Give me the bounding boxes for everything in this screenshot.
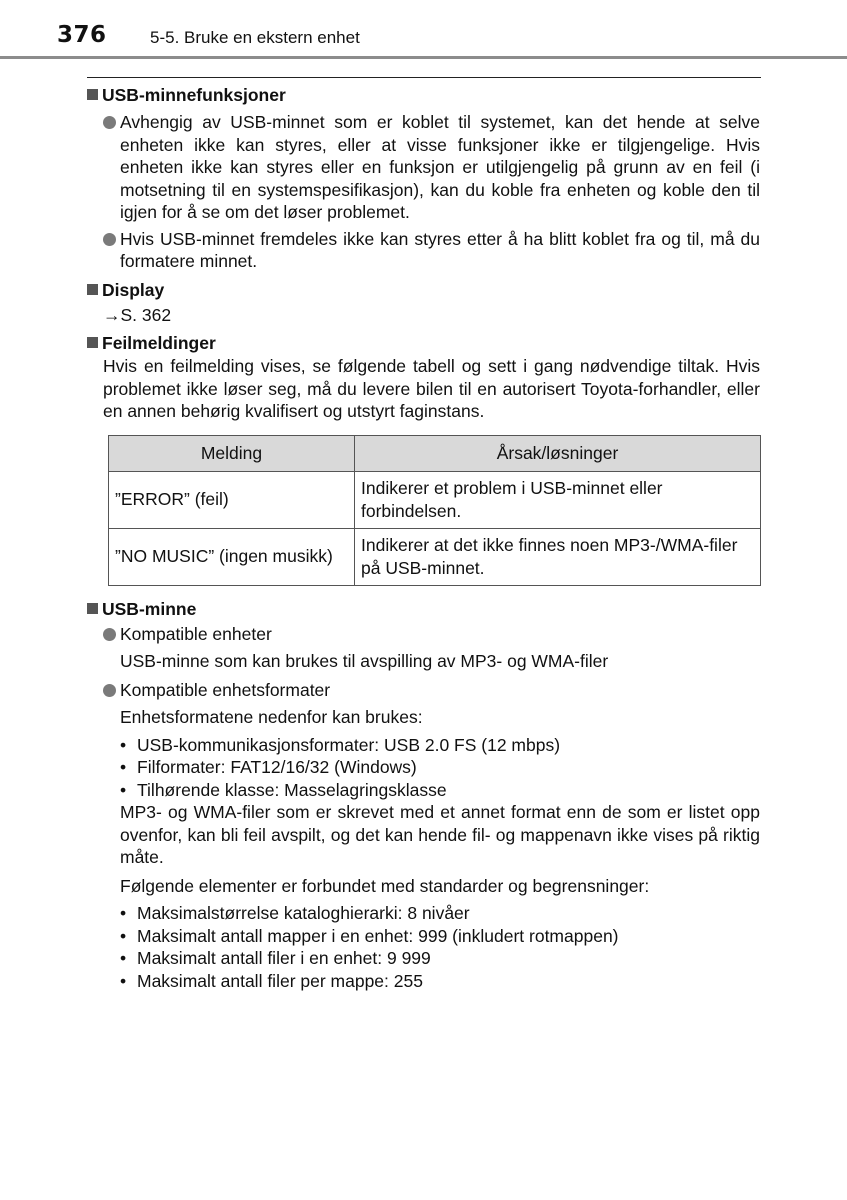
circle-bullet-icon bbox=[103, 116, 116, 129]
circle-bullet-icon bbox=[103, 233, 116, 246]
heading-usb-functions: USB-minnefunksjoner bbox=[87, 83, 847, 107]
table-cell-cause: Indikerer at det ikke finnes noen MP3-/WMA-filer på USB-minnet. bbox=[355, 528, 761, 585]
column-header-cause: Årsak/løsninger bbox=[355, 435, 761, 471]
heading-error-messages: Feilmeldinger bbox=[87, 331, 847, 355]
table-row bbox=[109, 528, 761, 585]
table-cell-message: ”ERROR” (feil) bbox=[109, 471, 355, 528]
heading-usb-memory: USB-minne bbox=[87, 597, 847, 621]
square-bullet-icon bbox=[87, 603, 98, 614]
table-cell-message: ”NO MUSIC” (ingen musikk) bbox=[109, 528, 355, 585]
section-title: 5-5. Bruke en ekstern enhet bbox=[150, 28, 360, 47]
compatible-devices-text: USB-minne som kan brukes til avspilling av MP3- og WMA-filer bbox=[120, 651, 609, 671]
compatible-devices-label: Kompatible enheter bbox=[103, 623, 760, 646]
heading-display: Display bbox=[87, 278, 847, 302]
page-number: 376 bbox=[57, 22, 107, 48]
table-row bbox=[109, 471, 761, 528]
limits-intro: Følgende elementer er forbundet med standarder og begrensninger: bbox=[120, 875, 650, 896]
error-table bbox=[108, 435, 761, 586]
list-item: • Maksimalt antall filer i en enhet: 9 999 bbox=[120, 947, 760, 970]
paragraph-usb-control bbox=[103, 111, 760, 224]
list-item: • Filformater: FAT12/16/32 (Windows) bbox=[120, 756, 760, 779]
content-divider bbox=[87, 77, 761, 78]
square-bullet-icon bbox=[87, 284, 98, 295]
limits-list bbox=[120, 902, 760, 992]
compatible-formats-label: Kompatible enhetsformater bbox=[103, 679, 760, 702]
page-content bbox=[0, 83, 847, 992]
square-bullet-icon bbox=[87, 337, 98, 348]
square-bullet-icon bbox=[87, 89, 98, 100]
list-item: • Maksimalt antall filer per mappe: 255 bbox=[120, 970, 760, 993]
circle-bullet-icon bbox=[103, 684, 116, 697]
page-header bbox=[0, 20, 847, 60]
paragraph-text: Hvis USB-minnet fremdeles ikke kan styres etter å ha blitt koblet fra og til, må du formatere minnet. bbox=[120, 228, 760, 271]
table-header-row bbox=[109, 435, 761, 471]
paragraph-text: Avhengig av USB-minnet som er koblet til systemet, kan det hende at selve enheten ikke kan styres, eller at visse funksjoner ikke er tilgjengelige. Hvis enheten ikke kan styres eller en funksjon er utilgjengelig på grunn av en feil (i motsetning til en systemspesifikasjon), kan du koble fra enheten og koble den til igjen for å se om det løser problemet. bbox=[120, 112, 760, 222]
list-item: • Maksimalstørrelse kataloghierarki: 8 nivåer bbox=[120, 902, 760, 925]
formats-intro: Enhetsformatene nedenfor kan brukes: bbox=[120, 707, 423, 727]
list-item: • Tilhørende klasse: Masselagringsklasse bbox=[120, 779, 760, 802]
list-item: • USB-kommunikasjonsformater: USB 2.0 FS (12 mbps) bbox=[120, 734, 760, 757]
column-header-message: Melding bbox=[109, 435, 355, 471]
display-page-reference: →S. 362 bbox=[103, 304, 172, 325]
circle-bullet-icon bbox=[103, 628, 116, 641]
format-list bbox=[120, 734, 760, 802]
formats-note: MP3- og WMA-filer som er skrevet med et annet format enn de som er listet opp ovenfor, kan bli feil avspilt, og det kan hende fil- og mappenavn ikke vises på riktig måte. bbox=[120, 802, 760, 867]
table-cell-cause: Indikerer et problem i USB-minnet eller forbindelsen. bbox=[355, 471, 761, 528]
header-divider bbox=[0, 56, 847, 59]
paragraph-usb-format bbox=[103, 228, 760, 273]
list-item: • Maksimalt antall mapper i en enhet: 999 (inkludert rotmappen) bbox=[120, 925, 760, 948]
error-intro-text: Hvis en feilmelding vises, se følgende tabell og sett i gang nødvendige tiltak. Hvis problemet ikke løser seg, må du levere bilen til en autorisert Toyota-forhandler, eller en annen behørig kvalifisert og utstyrt faginstans. bbox=[103, 356, 760, 421]
